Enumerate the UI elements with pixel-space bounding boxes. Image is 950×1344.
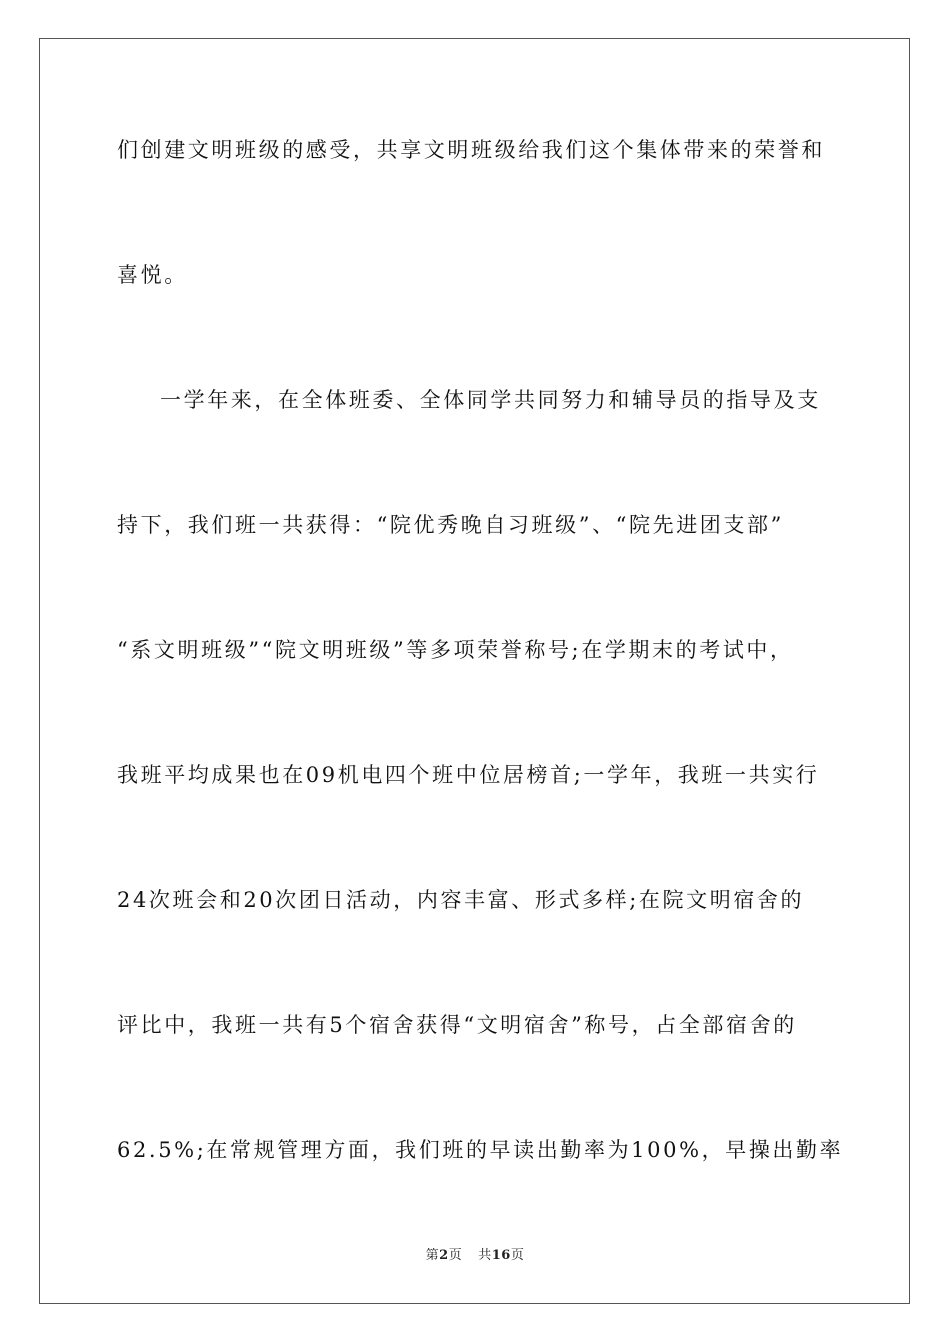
- text-line-1: 们创建文明班级的感受，共享文明班级给我们这个集体带来的荣誉和: [117, 138, 825, 162]
- total-pages: 16: [491, 1248, 511, 1263]
- text-line-9: 62.5%;在常规管理方面，我们班的早读出勤率为100%，早操出勤率: [117, 1138, 844, 1162]
- text-line-7: 24次班会和20次团日活动，内容丰富、形式多样;在院文明宿舍的: [117, 888, 805, 912]
- page-footer: [0, 1248, 950, 1264]
- text-line-8: 评比中，我班一共有5个宿舍获得“文明宿舍”称号，占全部宿舍的: [117, 1013, 797, 1037]
- text-line-5: “系文明班级”“院文明班级”等多项荣誉称号;在学期末的考试中，: [117, 638, 794, 662]
- text-line-6: 我班平均成果也在09机电四个班中位居榜首;一学年，我班一共实行: [117, 763, 820, 787]
- text-line-2: 喜悦。: [117, 263, 188, 287]
- total-pages-indicator: 共16页: [478, 1248, 525, 1263]
- page-border: [39, 38, 910, 1304]
- page-indicator: 第2页: [425, 1248, 463, 1263]
- text-line-4: 持下，我们班一共获得：“院优秀晚自习班级”、“院先进团支部”: [117, 513, 784, 537]
- page-number: 2: [439, 1248, 449, 1263]
- paragraph-start-line: 一学年来，在全体班委、全体同学共同努力和辅导员的指导及支: [160, 388, 821, 412]
